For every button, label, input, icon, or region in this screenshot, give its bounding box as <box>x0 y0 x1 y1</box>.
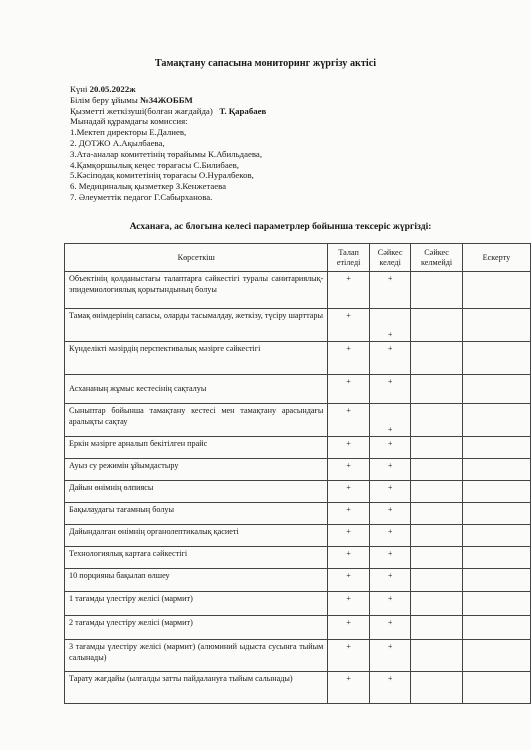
commission-member: 1.Мектеп директоры Е.Далиев, <box>70 127 187 138</box>
row-matches-mark: + <box>369 375 411 404</box>
row-note <box>462 404 530 437</box>
worker-line <box>70 106 266 117</box>
commission-member: 2. ДОТЖО А.Ақылбаева, <box>70 137 165 148</box>
row-not-matches-mark <box>411 375 462 404</box>
org-value: №34ЖОББМ <box>139 94 193 105</box>
row-matches-mark: + <box>369 616 411 640</box>
row-not-matches-mark <box>411 569 462 592</box>
table-row <box>65 616 531 640</box>
row-indicator: Асхананың жұмыс кестесінің сақталуы <box>65 375 328 404</box>
row-required-mark: + <box>328 640 369 672</box>
row-matches-mark: + <box>369 272 411 309</box>
header-indicator: Көрсеткіш <box>65 244 328 272</box>
row-required-mark: + <box>328 481 369 503</box>
row-matches-mark: + <box>369 547 411 569</box>
row-not-matches-mark <box>411 272 462 309</box>
row-not-matches-mark <box>411 437 462 459</box>
row-note <box>462 342 530 375</box>
table-row <box>65 547 531 569</box>
commission-heading: Мынадай құрамдағы комиссия: <box>70 116 188 127</box>
row-matches-mark: + <box>369 481 411 503</box>
row-not-matches-mark <box>411 547 462 569</box>
row-indicator: 3 тағамды үлестіру желісі (мармит) (алюминий ыдыста сусынға тыйым салынады) <box>65 640 328 672</box>
row-note <box>462 592 530 616</box>
row-matches-mark: + <box>369 404 411 437</box>
row-indicator: Ауыз су режимін ұйымдастыру <box>65 459 328 481</box>
inspection-table <box>64 243 531 704</box>
table-row <box>65 481 531 503</box>
table-row <box>65 459 531 481</box>
header-not-matches: Сәйкес келмейді <box>411 244 462 272</box>
row-required-mark: + <box>328 616 369 640</box>
row-not-matches-mark <box>411 525 462 547</box>
row-matches-mark: + <box>369 525 411 547</box>
header-note: Ескерту <box>462 244 530 272</box>
row-note <box>462 481 530 503</box>
date-label: Күні <box>70 84 90 94</box>
row-required-mark: + <box>328 672 369 704</box>
table-row <box>65 375 531 404</box>
row-matches-mark: + <box>369 569 411 592</box>
row-note <box>462 547 530 569</box>
commission-member: 4.Қамқоршылық кеңес төрағасы С.Билибаев, <box>70 159 239 170</box>
row-required-mark: + <box>328 342 369 375</box>
row-indicator: Бақылаудағы тағамның болуы <box>65 503 328 525</box>
row-note <box>462 437 530 459</box>
row-matches-mark: + <box>369 342 411 375</box>
row-matches-mark: + <box>369 503 411 525</box>
row-matches-mark: + <box>369 592 411 616</box>
table-header-row <box>65 244 531 272</box>
checklist-subtitle: Асханаға, ас блогына келесі параметрлер бойынша тексеріс жүргізді: <box>129 221 432 232</box>
row-required-mark: + <box>328 459 369 481</box>
table-row <box>65 342 531 375</box>
table-row <box>65 437 531 459</box>
row-required-mark: + <box>328 272 369 309</box>
row-indicator: Күнделікті мәзірдің перспективалық мәзірге сәйкестігі <box>65 342 328 375</box>
row-indicator: 2 тағамды үлестіру желісі (мармит) <box>65 616 328 640</box>
row-not-matches-mark <box>411 481 462 503</box>
row-required-mark: + <box>328 437 369 459</box>
row-required-mark: + <box>328 569 369 592</box>
row-note <box>462 640 530 672</box>
row-indicator: 10 порцияны бақылап өлшеу <box>65 569 328 592</box>
row-not-matches-mark <box>411 342 462 375</box>
row-required-mark: + <box>328 547 369 569</box>
row-required-mark: + <box>328 592 369 616</box>
row-indicator: Сыныптар бойынша тамақтану кестесі мен тамақтану арасындағы аралықты сақтау <box>65 404 328 437</box>
row-required-mark: + <box>328 503 369 525</box>
commission-member: 3.Ата-аналар комитетінің төрайымы К.Абильдаева, <box>70 148 263 159</box>
row-note <box>462 375 530 404</box>
row-indicator: Дайын өнімнің өлпиясы <box>65 481 328 503</box>
table-row <box>65 525 531 547</box>
commission-member: 7. Әлеуметтік педагог Г.Сабырханова. <box>70 191 213 202</box>
row-not-matches-mark <box>411 616 462 640</box>
row-matches-mark: + <box>369 309 411 342</box>
table-row <box>65 569 531 592</box>
document-info <box>70 84 266 203</box>
row-required-mark: + <box>328 375 369 404</box>
row-not-matches-mark <box>411 640 462 672</box>
worker-value: Т. Қарабаев <box>219 105 267 116</box>
header-matches: Сәйкес келеді <box>369 244 411 272</box>
table-row <box>65 503 531 525</box>
row-required-mark: + <box>328 309 369 342</box>
commission-member: 6. Медициналық қызметкер З.Кенжетаева <box>70 181 227 192</box>
worker-label: Қызметті жеткізуші(болған жағдайда) <box>70 105 213 116</box>
row-matches-mark: + <box>369 459 411 481</box>
row-note <box>462 459 530 481</box>
row-note <box>462 616 530 640</box>
row-indicator: Технологиялық картаға сәйкестігі <box>65 547 328 569</box>
org-line <box>70 95 266 106</box>
table-row <box>65 309 531 342</box>
row-note <box>462 525 530 547</box>
row-not-matches-mark <box>411 503 462 525</box>
header-required: Талап етіледі <box>328 244 369 272</box>
row-note <box>462 569 530 592</box>
row-not-matches-mark <box>411 459 462 481</box>
row-matches-mark: + <box>369 640 411 672</box>
row-indicator: Тарату жағдайы (ылғалды затты пайдалануға тыйым салынады) <box>65 672 328 704</box>
row-not-matches-mark <box>411 672 462 704</box>
date-line <box>70 84 266 95</box>
row-note <box>462 272 530 309</box>
document-title: Тамақтану сапасына мониторинг жүргізу актісі <box>154 58 377 69</box>
row-matches-mark: + <box>369 672 411 704</box>
row-note <box>462 672 530 704</box>
table-row <box>65 272 531 309</box>
row-not-matches-mark <box>411 309 462 342</box>
row-note <box>462 309 530 342</box>
row-not-matches-mark <box>411 404 462 437</box>
row-note <box>462 503 530 525</box>
row-required-mark: + <box>328 404 369 437</box>
org-label: Білім беру ұйымы <box>70 94 140 105</box>
table-row <box>65 404 531 437</box>
commission-member: 5.Кәсіподақ комитетінің төрағасы О.Нуралбеков, <box>70 170 254 181</box>
row-indicator: 1 тағамды үлестіру желісі (мармит) <box>65 592 328 616</box>
date-value: 20.05.2022ж <box>89 84 136 94</box>
table-row <box>65 640 531 672</box>
row-indicator: Объектінің қолданыстағы талаптарға сәйкестігі туралы санитариялық-эпидемиологиялық қорытындының болуы <box>65 272 328 309</box>
table-row <box>65 592 531 616</box>
row-indicator: Тамақ өнімдерінің сапасы, оларды тасымалдау, жеткізу, түсіру шарттары <box>65 309 328 342</box>
row-required-mark: + <box>328 525 369 547</box>
row-not-matches-mark <box>411 592 462 616</box>
row-indicator: Дайындалған өнімнің органолептикалық қасиеті <box>65 525 328 547</box>
row-matches-mark: + <box>369 437 411 459</box>
table-row <box>65 672 531 704</box>
row-indicator: Еркін мәзірге арналып бекітілген прайс <box>65 437 328 459</box>
